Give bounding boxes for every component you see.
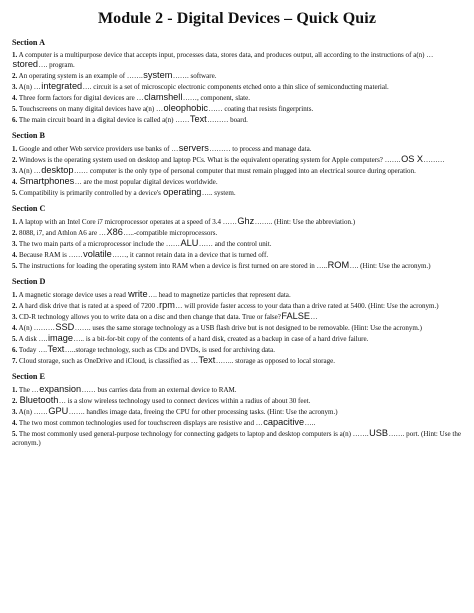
answer-text: Ghz <box>237 216 255 227</box>
question <box>12 418 462 428</box>
quiz-section <box>12 38 462 125</box>
question-text: Compatibility is primarily controlled by a device's <box>17 188 163 197</box>
answer-text: image <box>47 333 73 344</box>
question-number: 2. <box>12 229 18 238</box>
question-number: 2. <box>12 156 18 165</box>
question <box>12 396 462 406</box>
question <box>12 323 462 333</box>
page-title: Module 2 - Digital Devices – Quick Quiz <box>97 10 377 27</box>
section-title: Section E <box>12 372 45 382</box>
section-title: Section A <box>12 38 45 47</box>
question-text-tail: …… coating that resists fingerprints. <box>208 105 314 114</box>
answer-text: system <box>143 70 173 81</box>
answer-text: Text <box>189 113 207 124</box>
question-text: Because RAM is …… <box>17 251 83 260</box>
question-text: A disk …. <box>17 335 48 344</box>
question-number: 3. <box>12 408 18 417</box>
answer-text: ROM <box>327 260 350 270</box>
question-number: 1. <box>12 145 18 154</box>
quiz-section <box>12 372 462 448</box>
question <box>12 334 462 344</box>
question-number: 5. <box>12 429 18 438</box>
question <box>12 385 462 395</box>
question-number: 6. <box>12 345 18 354</box>
question <box>12 217 462 227</box>
question-number: 3. <box>12 167 18 176</box>
question-text: Google and other Web service providers use banks of … <box>17 145 179 154</box>
quiz-sections <box>12 38 462 449</box>
question-text: A computer is a multipurpose device that accepts input, processes data, stores data, and produces output, all according to the instructions of a(n) … <box>17 51 434 59</box>
question-number: 1. <box>12 291 18 300</box>
section-title: Section D <box>12 277 46 287</box>
question-text-tail: ……. uses the same storage technology as a USB flash drive but is not designed to be removable. (Hint: Use the acronym.) <box>74 324 422 333</box>
question-text: Touchscreens on many digital devices have a(n) … <box>17 105 164 114</box>
question-text: Today …. <box>17 345 48 354</box>
question-text-tail: ……… to process and manage data. <box>209 145 312 154</box>
question <box>12 312 462 322</box>
question-number: 2. <box>12 72 18 81</box>
question-text: Cloud storage, such as OneDrive and iCloud, is classified as … <box>17 356 198 365</box>
question-text: Three form factors for digital devices are … <box>17 94 144 103</box>
question-text: A laptop with an Intel Core i7 microprocessor operates at a speed of 3.4 …… <box>17 218 237 227</box>
question <box>12 51 462 71</box>
question-text: A(n) … <box>17 83 41 92</box>
question-text-tail: … is a slow wireless technology used to connect devices within a radius of about 30 feet. <box>58 397 311 406</box>
question-text-tail: ……… <box>423 156 445 165</box>
question-number: 4. <box>12 418 18 427</box>
question-number: 7. <box>12 356 18 365</box>
question-text-tail: ……, it cannot retain data in a device that is turned off. <box>112 251 269 260</box>
question-text-tail: ….. is a bit-for-bit copy of the contents of a hard disk, created as a backup in case of a hard drive failure. <box>73 335 369 344</box>
answer-text: Text <box>198 354 216 365</box>
question-number: 5. <box>12 262 18 270</box>
answer-text: Smartphones <box>19 176 75 187</box>
question-text-tail: …. (Hint: Use the acronym.) <box>349 262 431 270</box>
question-number: 2. <box>12 397 18 406</box>
question <box>12 429 462 449</box>
question-text-tail: … are the most popular digital devices worldwide. <box>74 178 218 187</box>
question-text: A(n) …… <box>17 408 48 417</box>
answer-text: USB <box>369 427 389 438</box>
question <box>12 250 462 260</box>
answer-text: capacitive <box>263 416 305 427</box>
question <box>12 82 462 92</box>
question-text-tail: … will provide faster access to your data than a drive rated at 5400. (Hint: Use the acronym.) <box>175 302 439 311</box>
question <box>12 71 462 81</box>
question <box>12 104 462 114</box>
question <box>12 301 462 311</box>
question-text-tail: ……. handles image data, freeing the CPU for other processing tasks. (Hint: Use the acronym.) <box>68 408 338 417</box>
question-number: 1. <box>12 218 18 227</box>
question-number: 5. <box>12 188 18 197</box>
question <box>12 345 462 355</box>
question-number: 5. <box>12 335 18 344</box>
question-text: Windows is the operating system used on desktop and laptop PCs. What is the equivalent operating system for Apple computers? ……. <box>17 156 401 165</box>
answer-text: expansion <box>39 384 82 395</box>
question-text-tail: ……. software. <box>172 72 217 81</box>
question <box>12 166 462 176</box>
answer-text: rpm <box>159 300 175 311</box>
question-text: 8088, i7, and Athlon A6 are … <box>17 229 106 238</box>
question-text: The two most common technologies used for touchscreen displays are resistive and … <box>17 418 263 427</box>
question-number: 4. <box>12 324 18 333</box>
answer-text: SSD <box>55 322 75 333</box>
question <box>12 177 462 187</box>
answer-text: servers <box>178 143 209 154</box>
question <box>12 188 462 198</box>
question-text-tail: ……, component, slate. <box>182 94 251 103</box>
question-number: 4. <box>12 94 18 103</box>
question-text-tail: ….. <box>304 418 316 427</box>
question <box>12 115 462 125</box>
question <box>12 407 462 417</box>
question-text-tail: …….. storage as opposed to local storage. <box>215 356 335 365</box>
question <box>12 261 462 271</box>
question-text-tail: …….. (Hint: Use the abbreviation.) <box>254 218 356 227</box>
question-text: A(n) … <box>17 167 41 176</box>
question-number: 2. <box>12 302 18 311</box>
answer-text: operating <box>163 186 202 197</box>
answer-text: Text <box>47 343 65 354</box>
question-text-tail: ……… board. <box>207 115 248 124</box>
quiz-section <box>12 277 462 366</box>
question-text-tail: …..-compatible microprocessors. <box>123 229 218 238</box>
question <box>12 155 462 165</box>
answer-text: clamshell <box>144 92 183 103</box>
question-number: 3. <box>12 240 18 249</box>
question-text: The main circuit board in a digital device is called a(n) …… <box>17 115 190 124</box>
question-text: The most commonly used general-purpose technology for connecting gadgets to laptop and desktop computers is a(n) ……. <box>17 429 369 438</box>
answer-text: OS X <box>401 154 424 165</box>
question-number: 4. <box>12 251 18 260</box>
answer-text: GPU <box>48 406 69 417</box>
question-number: 5. <box>12 105 18 114</box>
question-text-tail: …. circuit is a set of microscopic electronic components etched onto a thin slice of semiconducting material. <box>82 83 389 92</box>
question-text: A magnetic storage device uses a read <box>17 291 128 300</box>
question-text: The … <box>17 386 39 395</box>
answer-text: oleophobic <box>163 103 208 114</box>
answer-text: Bluetooth <box>19 395 59 406</box>
answer-text: integrated <box>41 81 83 92</box>
question-text: The instructions for loading the operating system into RAM when a device is first turned on are stored in ….. <box>17 262 328 270</box>
question-number: 4. <box>12 178 18 187</box>
question <box>12 144 462 154</box>
quiz-section <box>12 131 462 198</box>
question <box>12 239 462 249</box>
answer-text: ALU <box>180 238 199 249</box>
question-number: 6. <box>12 115 18 124</box>
question-text-tail: …..storage technology, such as CDs and DVDs, is used for archiving data. <box>64 345 275 354</box>
answer-text: volatile <box>83 249 112 260</box>
question <box>12 356 462 366</box>
question <box>12 290 462 300</box>
question-text-tail: …… computer is the only type of personal computer that must remain plugged into an electrical source during operation. <box>73 167 416 176</box>
question-text: The two main parts of a microprocessor include the …… <box>17 240 180 249</box>
question-text-tail: … <box>310 313 318 322</box>
question-text: A(n) ……… <box>17 324 55 333</box>
quiz-section <box>12 204 462 271</box>
question-text-tail: ……. port. (Hint: Use the acronym.) <box>12 429 461 448</box>
answer-text: desktop <box>41 165 74 176</box>
section-title: Section B <box>12 131 45 141</box>
question-text: A hard disk drive that is rated at a speed of 7200 . <box>17 302 159 311</box>
question-number: 3. <box>12 83 18 92</box>
answer-text: stored <box>12 59 39 70</box>
question-text-tail: …… and the control unit. <box>198 240 272 249</box>
question-text: CD-R technology allows you to write data on a disc and then change that data. True or false? <box>17 313 281 322</box>
question-number: 3. <box>12 313 18 322</box>
question-text-tail: ….. system. <box>201 188 236 197</box>
section-title: Section C <box>12 204 46 214</box>
question <box>12 228 462 238</box>
question-text-tail: …. head to magnetize particles that represent data. <box>148 291 291 300</box>
answer-text: FALSE <box>281 311 311 322</box>
question-text-tail: …… bus carries data from an external device to RAM. <box>81 386 237 395</box>
question-number: 1. <box>12 51 18 59</box>
question <box>12 93 462 103</box>
question-text: An operating system is an example of ……. <box>17 72 143 81</box>
question-number: 1. <box>12 386 18 395</box>
answer-text: X86 <box>106 227 123 238</box>
question-text-tail: …. program. <box>38 61 75 70</box>
answer-text: write <box>128 289 148 300</box>
